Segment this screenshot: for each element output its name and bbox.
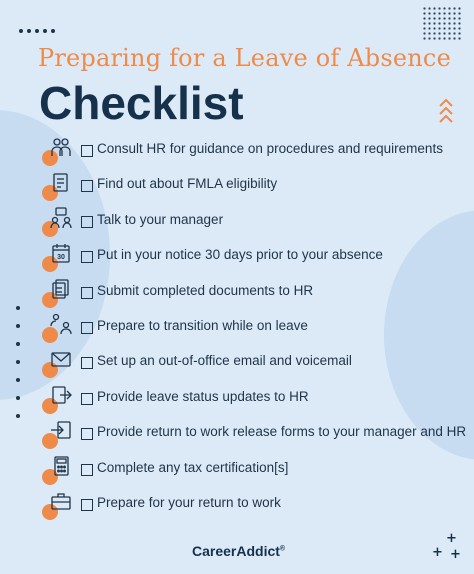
- checklist-item-label: Provide leave status updates to HR: [97, 388, 309, 404]
- checkbox[interactable]: [81, 287, 93, 299]
- document-icon: [50, 171, 72, 193]
- checkbox[interactable]: [81, 216, 93, 228]
- checklist-item-label: Provide return to work release forms to your manager and HR: [97, 424, 467, 440]
- checkbox[interactable]: [81, 464, 93, 476]
- decorative-dots-side: [16, 306, 22, 432]
- checklist-item: [40, 352, 470, 382]
- checklist-item-label: Set up an out-of-office email and voicemail: [97, 353, 352, 369]
- checklist-item: [40, 246, 470, 276]
- checklist-item-label: Put in your notice 30 days prior to your absence: [97, 247, 383, 263]
- email-icon: [50, 348, 72, 370]
- calendar-icon: [50, 242, 72, 264]
- export-icon: [50, 384, 72, 406]
- brand-name: CareerAddict: [192, 543, 280, 559]
- brand-mark: ®: [279, 545, 286, 553]
- checklist-item: [40, 423, 470, 453]
- checklist-icon-container: [40, 140, 72, 172]
- checkbox[interactable]: [81, 357, 93, 369]
- checklist-item: [40, 175, 470, 205]
- checkbox[interactable]: [81, 393, 93, 405]
- conversation-icon: [50, 207, 72, 229]
- checklist-item-label: Find out about FMLA eligibility: [97, 176, 278, 192]
- decorative-dot-grid: [422, 6, 462, 42]
- checklist-item: [40, 494, 470, 524]
- checklist-icon-container: [40, 352, 72, 384]
- checklist-icon-container: [40, 246, 72, 278]
- checklist-icon-container: [40, 317, 72, 349]
- checklist-item: [40, 317, 470, 347]
- checklist-icon-container: [40, 282, 72, 314]
- checklist-icon-container: [40, 459, 72, 491]
- page-title: Checklist: [39, 77, 244, 129]
- checklist-item: [40, 282, 470, 312]
- checklist-item-label: Prepare for your return to work: [97, 495, 281, 510]
- checklist-item-label: Prepare to transition while on leave: [97, 318, 308, 333]
- calculator-icon: [50, 455, 72, 477]
- documents-icon: [50, 278, 72, 300]
- checklist-item: [40, 388, 470, 418]
- people-icon: [50, 136, 72, 158]
- checkbox[interactable]: [81, 180, 93, 192]
- checklist-icon-container: [40, 423, 72, 455]
- checklist-item-label: Submit completed documents to HR: [97, 282, 314, 298]
- checklist-item: [40, 140, 470, 170]
- checkbox[interactable]: [81, 251, 93, 263]
- decorative-dots-top: [19, 20, 59, 38]
- checklist-icon-container: [40, 211, 72, 243]
- checklist-item: [40, 459, 470, 489]
- briefcase-icon: [50, 490, 72, 512]
- checkbox[interactable]: [81, 428, 93, 440]
- return-icon: [50, 419, 72, 441]
- checklist-icon-container: [40, 388, 72, 420]
- plus-icon: +: [432, 545, 443, 560]
- plus-icon: +: [446, 531, 457, 546]
- checklist-item-label: Complete any tax certification[s]: [97, 459, 289, 475]
- checkbox[interactable]: [81, 145, 93, 157]
- checkbox[interactable]: [81, 499, 93, 511]
- checklist-item-label: Talk to your manager: [97, 211, 224, 227]
- chevrons-up-icon: [438, 96, 454, 126]
- calendar-number: 30: [57, 254, 65, 262]
- checklist-item-label: Consult HR for guidance on procedures and requirements: [97, 141, 443, 156]
- checklist-icon-container: [40, 494, 72, 526]
- handoff-icon: [50, 313, 72, 335]
- checkbox[interactable]: [81, 322, 93, 334]
- checklist-icon-container: [40, 175, 72, 207]
- checklist-item: [40, 211, 470, 241]
- brand-logo: [192, 543, 285, 559]
- plus-icon: +: [450, 547, 461, 562]
- page-subtitle: Preparing for a Leave of Absence: [38, 44, 451, 72]
